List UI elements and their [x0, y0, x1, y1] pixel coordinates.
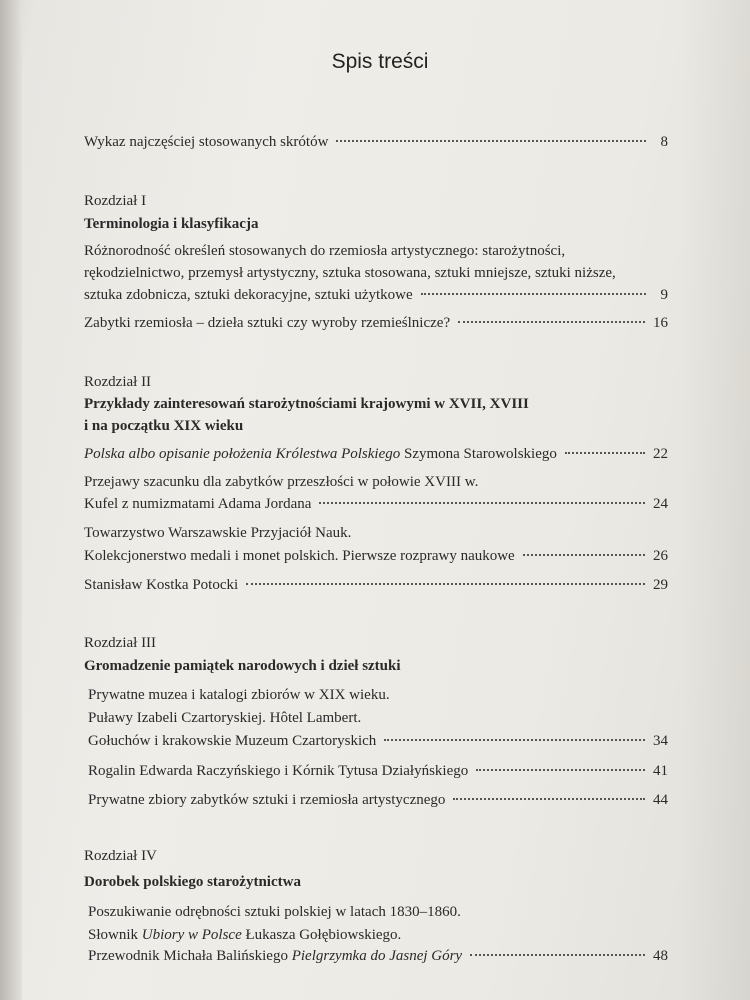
- chapter-title: i na początku XIX wieku: [84, 418, 244, 434]
- toc-entry-line: Puławy Izabeli Czartoryskiej. Hôtel Lambert.: [88, 710, 362, 726]
- toc-page-number: 22: [653, 446, 668, 462]
- toc-entry-line: rękodzielnictwo, przemysł artystyczny, sztuka stosowana, sztuki mniejsze, sztuki niższe,: [84, 265, 616, 281]
- toc-entry-text: Kufel z numizmatami Adama Jordana: [84, 496, 312, 512]
- toc-entry-line: Prywatne muzea i katalogi zbiorów w XIX wieku.: [88, 687, 390, 703]
- toc-entry-text: Gołuchów i krakowskie Muzeum Czartoryskich: [88, 733, 377, 749]
- leader-dots: [470, 953, 645, 956]
- toc-entry-terminology: [84, 285, 668, 305]
- toc-page-number: 26: [653, 548, 668, 564]
- toc-entry-monuments: [84, 313, 668, 333]
- chapter-title: Gromadzenie pamiątek narodowych i dzieł sztuki: [84, 658, 401, 674]
- leader-dots: [523, 553, 645, 556]
- book-gutter: [0, 0, 22, 1000]
- toc-entry-text: Polska albo opisanie położenia Królestwa Polskiego Szymona Starowolskiego: [84, 446, 557, 462]
- leader-dots: [336, 139, 646, 142]
- toc-page-number: 24: [653, 496, 668, 512]
- toc-entry-collecting: [84, 546, 668, 566]
- book-title: Pielgrzymka do Jasnej Góry: [291, 948, 463, 964]
- page-edge-shadow: [680, 0, 750, 1000]
- leader-dots: [458, 320, 645, 323]
- toc-entry-line: Przejawy szacunku dla zabytków przeszłości w połowie XVIII w.: [84, 474, 479, 490]
- leader-dots: [246, 582, 645, 585]
- toc-page-number: 16: [653, 315, 668, 331]
- toc-entry-text: Przewodnik Michała Balińskiego Pielgrzymka do Jasnej Góry: [88, 948, 463, 964]
- toc-page: [84, 0, 676, 1000]
- leader-dots: [453, 797, 645, 800]
- toc-entry-text: Prywatne zbiory zabytków sztuki i rzemiosła artystycznego: [88, 792, 446, 808]
- leader-dots: [319, 501, 645, 504]
- toc-entry-jordan: [84, 494, 668, 514]
- toc-entry-text: Rogalin Edwarda Raczyńskiego i Kórnik Tytusa Działyńskiego: [88, 763, 469, 779]
- toc-entry-text: Kolekcjonerstwo medali i monet polskich. Pierwsze rozprawy naukowe: [84, 548, 515, 564]
- toc-entry-abbreviations: [84, 132, 668, 152]
- toc-page-number: 34: [653, 733, 668, 749]
- toc-entry-balinski: [88, 946, 668, 966]
- toc-entry-potocki: [84, 575, 668, 595]
- toc-entry-text: Wykaz najczęściej stosowanych skrótów: [84, 134, 329, 150]
- leader-dots: [421, 292, 646, 295]
- toc-entry-private-collections: [88, 790, 668, 810]
- toc-page-number: 44: [653, 792, 668, 808]
- chapter-title: Terminologia i klasyfikacja: [84, 216, 259, 232]
- toc-entry-line: Słownik Ubiory w Polsce Łukasza Gołębiowskiego.: [88, 927, 402, 943]
- toc-entry-line: Towarzystwo Warszawskie Przyjaciół Nauk.: [84, 525, 352, 541]
- toc-page-number: 9: [660, 287, 668, 303]
- chapter-label: Rozdział IV: [84, 848, 157, 864]
- chapter-label: Rozdział II: [84, 374, 152, 390]
- toc-page-number: 48: [653, 948, 668, 964]
- chapter-title: Przykłady zainteresowań starożytnościami krajowymi w XVII, XVIII: [84, 396, 529, 412]
- toc-entry-starowolski: [84, 444, 668, 464]
- toc-entry-text: Stanisław Kostka Potocki: [84, 577, 239, 593]
- book-title: Ubiory w Polsce: [141, 927, 242, 943]
- chapter-label: Rozdział I: [84, 193, 147, 209]
- chapter-title: Dorobek polskiego starożytnictwa: [84, 874, 301, 890]
- page-title: Spis treści: [331, 50, 429, 73]
- leader-dots: [384, 738, 645, 741]
- toc-entry-rogalin: [88, 761, 668, 781]
- book-title: Polska albo opisanie położenia Królestwa Polskiego: [84, 446, 401, 462]
- chapter-label: Rozdział III: [84, 635, 157, 651]
- toc-entry-line: Poszukiwanie odrębności sztuki polskiej w latach 1830–1860.: [88, 904, 461, 920]
- toc-entry-text: Zabytki rzemiosła – dzieła sztuki czy wyroby rzemieślnicze?: [84, 315, 451, 331]
- toc-entry-line: Różnorodność określeń stosowanych do rzemiosła artystycznego: starożytności,: [84, 243, 566, 259]
- toc-page-number: 29: [653, 577, 668, 593]
- leader-dots: [565, 451, 645, 454]
- toc-entry-goluchow: [88, 731, 668, 751]
- toc-page-number: 41: [653, 763, 668, 779]
- leader-dots: [476, 768, 645, 771]
- toc-entry-text: sztuka zdobnicza, sztuki dekoracyjne, sztuki użytkowe: [84, 287, 413, 303]
- toc-page-number: 8: [660, 134, 668, 150]
